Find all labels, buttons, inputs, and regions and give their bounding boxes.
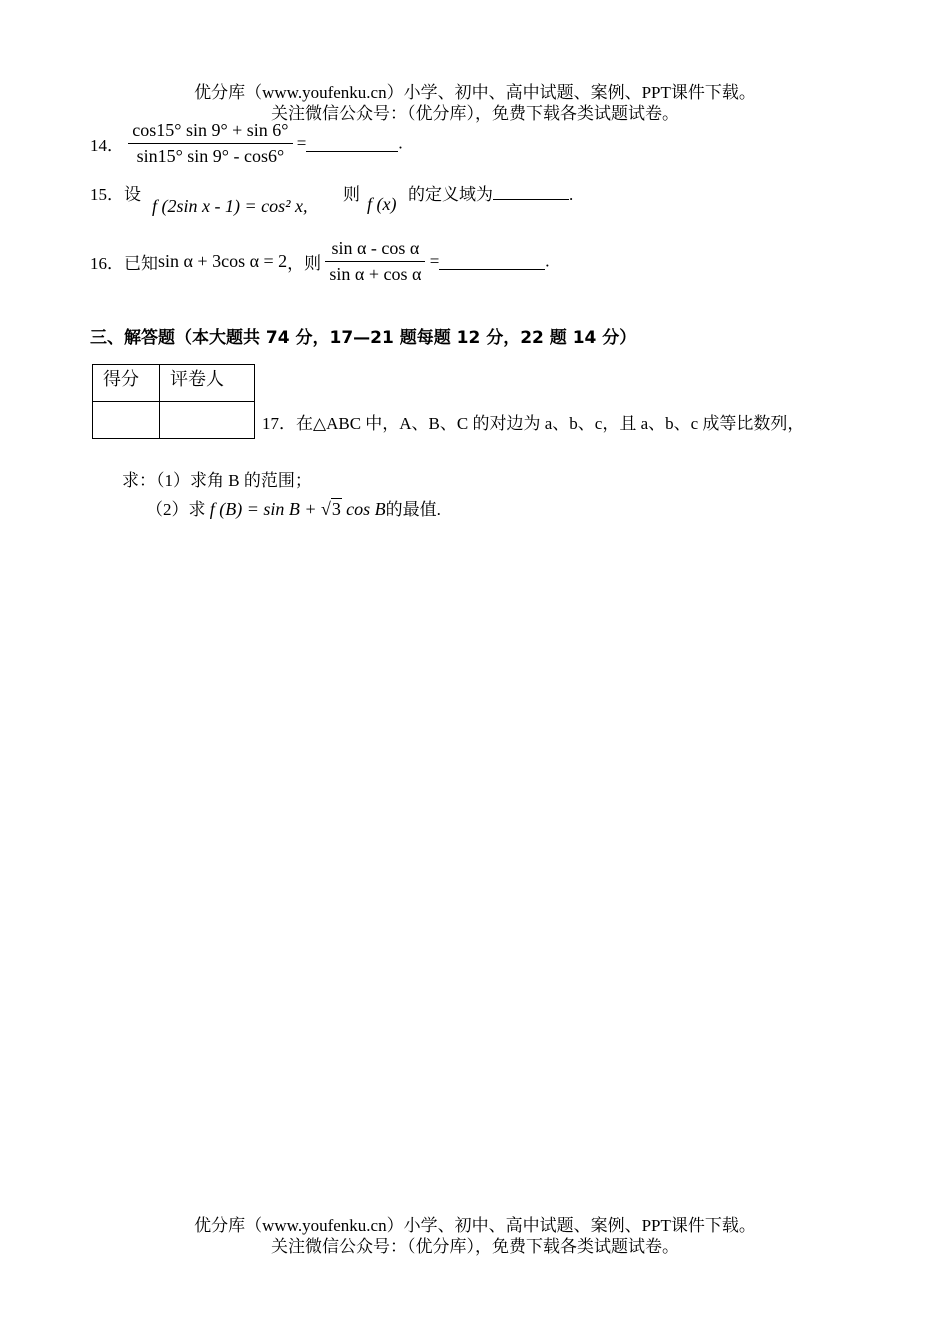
q16-given: sin α + 3cos α = 2 — [158, 251, 288, 271]
q16-then: ，则 — [287, 254, 322, 273]
question-16 — [90, 238, 550, 285]
header-line-1: 优分库（www.youfenku.cn）小学、初中、高中试题、案例、PPT课件下载。 — [194, 83, 756, 102]
question-17-part-2 — [146, 495, 441, 520]
section-title: 三、解答题（本大题共 74 分，17—21 题每题 12 分，22 题 14 分） — [90, 328, 637, 348]
part2-expression-a: f (B) = sin B + — [209, 499, 322, 519]
period: . — [569, 185, 574, 204]
question-number: 14． — [90, 136, 124, 155]
q16-denominator: sin α + cos α — [329, 264, 422, 284]
q15-text — [408, 180, 573, 205]
answer-blank[interactable] — [439, 253, 545, 270]
answer-blank[interactable] — [493, 183, 569, 200]
grader-cell[interactable] — [160, 402, 255, 439]
q15-domain-text: 的定义域为 — [408, 185, 493, 204]
footer-line-2: 关注微信公众号：（优分库），免费下载各类试题试卷。 — [271, 1237, 679, 1256]
q15-fx: f (x) — [367, 194, 397, 214]
sqrt-icon: √ — [321, 499, 331, 519]
answer-blank[interactable] — [306, 135, 398, 152]
period: . — [545, 251, 550, 271]
q16-numerator: sin α - cos α — [325, 238, 425, 262]
q14-fraction — [128, 120, 292, 167]
equals-sign: = — [296, 133, 307, 153]
q14-numerator: cos15° sin 9° + sin 6° — [128, 120, 292, 144]
score-cell[interactable] — [93, 402, 160, 439]
q15-expression: f (2sin x - 1) = cos² x, — [152, 196, 308, 216]
question-number: 16．已知 — [90, 254, 158, 273]
question-17-part-1: 求：（1）求角 B 的范围； — [122, 471, 312, 490]
score-header: 得分 — [93, 365, 160, 402]
period: . — [398, 133, 403, 153]
equals-sign: = — [429, 251, 440, 271]
footer-line-1: 优分库（www.youfenku.cn）小学、初中、高中试题、案例、PPT课件下载。 — [194, 1216, 756, 1235]
part2-prefix: （2）求 — [146, 500, 206, 519]
q14-denominator: sin15° sin 9° - cos6° — [136, 146, 285, 166]
question-14 — [90, 120, 403, 167]
score-table — [92, 364, 255, 439]
part2-expression-b: cos B — [346, 499, 386, 519]
header-line-2: 关注微信公众号：（优分库），免费下载各类试题试卷。 — [271, 104, 679, 123]
question-15 — [90, 180, 141, 205]
grader-header: 评卷人 — [160, 365, 255, 402]
sqrt-radicand: 3 — [331, 499, 341, 519]
question-number: 15．设 — [90, 185, 141, 204]
q15-then: 则 — [343, 185, 360, 204]
q16-fraction — [325, 238, 425, 285]
part2-suffix: 的最值. — [385, 500, 441, 519]
question-17-stem: 17．在△ABC 中，A、B、C 的对边为 a、b、c，且 a、b、c 成等比数列， — [262, 414, 805, 433]
